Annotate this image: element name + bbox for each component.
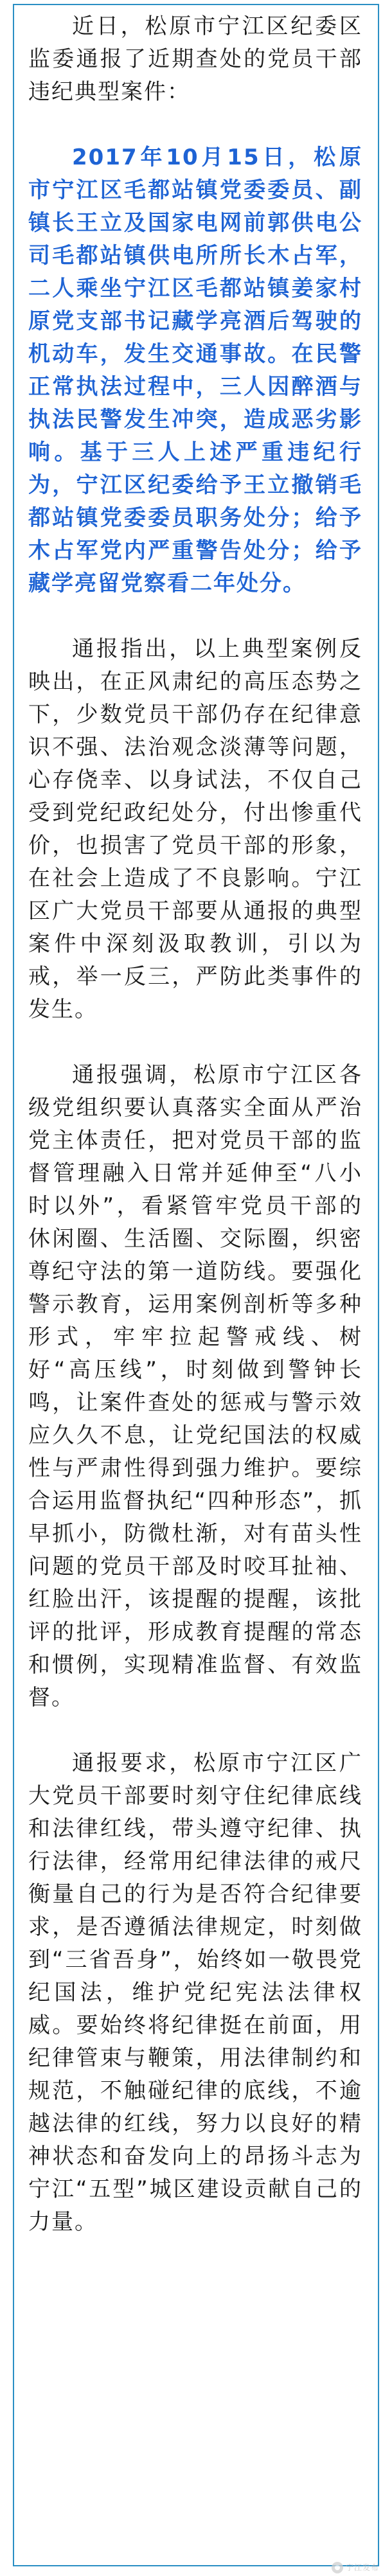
article-content: [28, 10, 362, 2239]
point-out-paragraph: 通报指出，以上典型案例反映出，在正风肃纪的高压态势之下，少数党员干部仍存在纪律意识不强、法治观念淡薄等问题，心存侥幸、以身试法，不仅自己受到党纪政纪处分，付出惨重代价，也损害了党员干部的形象，在社会上造成了不良影响。宁江区广大党员干部要从通报的典型案件中深刻汲取教训，引以为戒，举一反三，严防此类事件的发生。: [28, 636, 362, 1022]
article-frame: [13, 4, 379, 2566]
paragraph-spacer: [28, 1026, 362, 1059]
watermark-text: 宁江发布: [345, 2563, 379, 2572]
intro-paragraph: 近日，松原市宁江区纪委区监委通报了近期查处的党员干部违纪典型案件：: [28, 13, 362, 105]
paragraph-spacer: [28, 109, 362, 141]
wechat-icon: [332, 2562, 343, 2573]
emphasize-paragraph: 通报强调，松原市宁江区各级党组织要认真落实全面从严治党主体责任，把对党员干部的监督管理融入日常并延伸至“八小时以外”，看紧管牢党员干部的休闲圈、生活圈、交际圈，织密尊纪守法的第一道防线。要强化警示教育，运用案例剖析等多种形式，牢牢拉起警戒线、树好“高压线”，时刻做到警钟长鸣，让案件查处的惩戒与警示效应久久不息，让党纪国法的权威性与严肃性得到强力维护。要综合运用监督执纪“四种形态”，抓早抓小，防微杜渐，对有苗头性问题的党员干部及时咬耳扯袖、红脸出汗，该提醒的提醒，该批评的批评，形成教育提醒的常态和惯例，实现精准监督、有效监督。: [28, 1062, 362, 1710]
case-detail-paragraph: 2017年10月15日，松原市宁江区毛都站镇党委委员、副镇长王立及国家电网前郭供电公司毛都站镇供电所所长木占军，二人乘坐宁江区毛都站镇姜家村原党支部书记藏学亮酒后驾驶的机动车，发生交通事故。在民警正常执法过程中，三人因醉酒与执法民警发生冲突，造成恶劣影响。基于三人上述严重违纪行为，宁江区纪委给予王立撤销毛都站镇党委委员职务处分；给予木占军党内严重警告处分；给予藏学亮留党察看二年处分。: [28, 145, 362, 596]
paragraph-spacer: [28, 600, 362, 633]
paragraph-spacer: [28, 1714, 362, 1747]
source-watermark: [332, 2562, 379, 2573]
require-paragraph: 通报要求，松原市宁江区广大党员干部要时刻守住纪律底线和法律红线，带头遵守纪律、执行法律，经常用纪律法律的戒尺衡量自己的行为是否符合纪律要求，是否遵循法律规定，时刻做到“三省吾身”，始终如一敬畏党纪国法，维护党纪宪法法律权威。要始终将纪律挺在前面，用纪律管束与鞭策，用法律制约和规范，不触碰纪律的底线，不逾越法律的红线，努力以良好的精神状态和奋发向上的昂扬斗志为宁江“五型”城区建设贡献自己的力量。: [28, 1750, 362, 2235]
